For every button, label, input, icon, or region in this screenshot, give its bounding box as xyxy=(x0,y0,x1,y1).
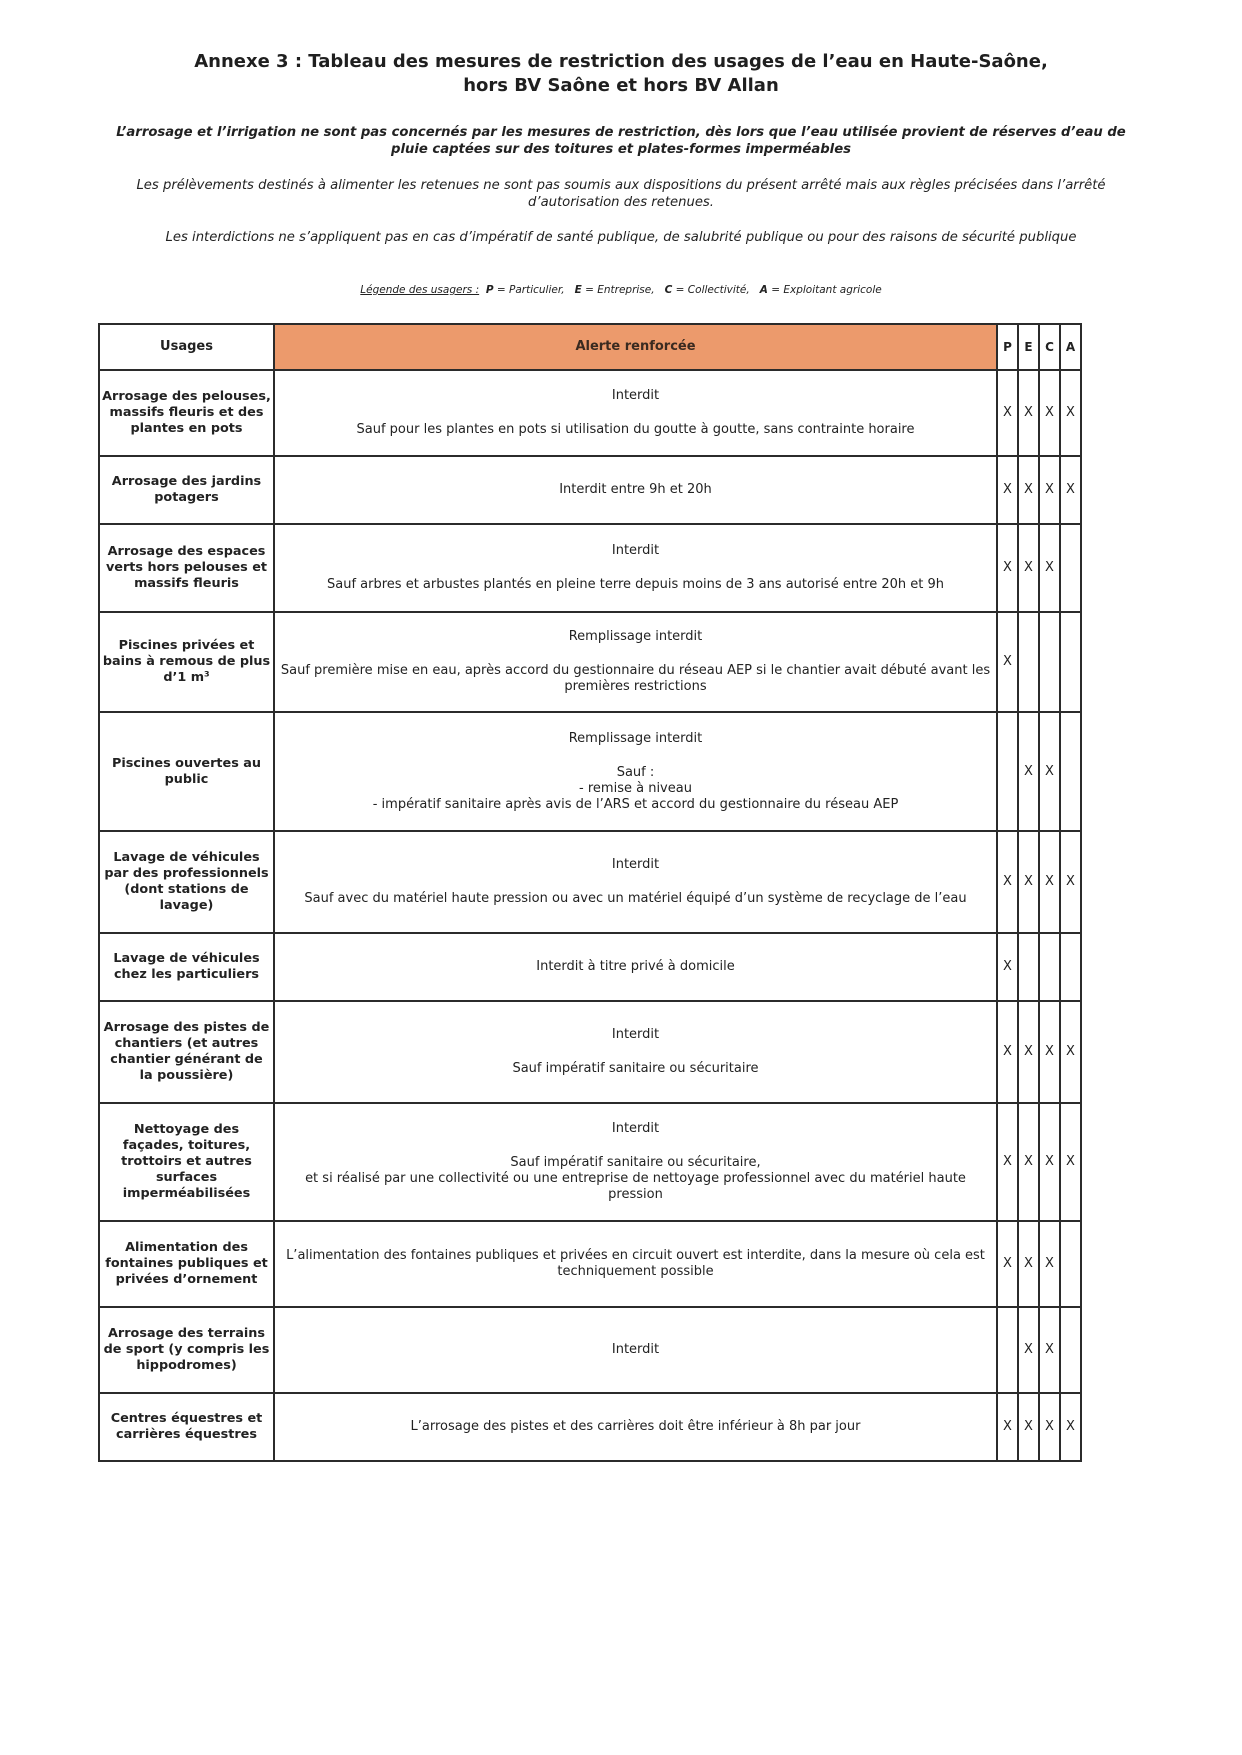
cell-e: X xyxy=(1018,524,1039,612)
measure-exception-line-2: - remise à niveau xyxy=(579,780,692,796)
measure-cell: Interdit entre 9h et 20h xyxy=(274,456,997,524)
cell-e: X xyxy=(1018,831,1039,933)
cell-e: X xyxy=(1018,1307,1039,1393)
cell-e: X xyxy=(1018,712,1039,831)
cell-c: X xyxy=(1039,1001,1060,1103)
usage-cell: Piscines privées et bains à remous de plus d’1 m³ xyxy=(99,612,274,712)
cell-c: X xyxy=(1039,456,1060,524)
cell-p: X xyxy=(997,1221,1018,1307)
usage-cell: Arrosage des jardins potagers xyxy=(99,456,274,524)
measure-exception: Sauf arbres et arbustes plantés en pleine terre depuis moins de 3 ans autorisé entre 20h et 9h xyxy=(327,577,944,592)
cell-a: X xyxy=(1060,1103,1081,1221)
cell-p: X xyxy=(997,1103,1018,1221)
usage-cell: Nettoyage des façades, toitures, trottoirs et autres surfaces imperméabilisées xyxy=(99,1103,274,1221)
usage-cell: Arrosage des pelouses, massifs fleuris et des plantes en pots xyxy=(99,370,274,456)
measure-main: Interdit xyxy=(611,1121,660,1136)
table-row xyxy=(99,1103,1081,1221)
measure-main: Interdit xyxy=(611,388,660,403)
header-a: A xyxy=(1060,324,1081,370)
measure-exception: Sauf pour les plantes en pots si utilisation du goutte à goutte, sans contrainte horaire xyxy=(356,422,915,437)
measure-cell xyxy=(274,370,997,456)
measure-main: Remplissage interdit xyxy=(568,629,703,644)
restriction-table xyxy=(98,323,1082,1462)
cell-p: X xyxy=(997,933,1018,1001)
measure-main: Interdit xyxy=(611,1027,660,1042)
cell-c xyxy=(1039,933,1060,1001)
table-row xyxy=(99,370,1081,456)
measure-exception: Sauf avec du matériel haute pression ou avec un matériel équipé d’un système de recyclage de l’eau xyxy=(304,891,967,906)
usage-cell: Arrosage des terrains de sport (y compris les hippodromes) xyxy=(99,1307,274,1393)
usage-cell: Piscines ouvertes au public xyxy=(99,712,274,831)
measure-exception: Sauf impératif sanitaire ou sécuritaire xyxy=(512,1061,759,1076)
table-row xyxy=(99,933,1081,1001)
measure-cell: Interdit xyxy=(274,1307,997,1393)
header-c: C xyxy=(1039,324,1060,370)
cell-e: X xyxy=(1018,1103,1039,1221)
cell-e: X xyxy=(1018,1393,1039,1461)
measure-exception: Sauf première mise en eau, après accord du gestionnaire du réseau AEP si le chantier avait débuté avant les premières restrictions xyxy=(280,663,991,694)
document-title xyxy=(0,50,1242,98)
measure-cell xyxy=(274,612,997,712)
measure-main: Remplissage interdit xyxy=(568,730,703,746)
cell-p xyxy=(997,1307,1018,1393)
legend-label: Légende des usagers : xyxy=(360,284,480,296)
usage-cell: Centres équestres et carrières équestres xyxy=(99,1393,274,1461)
note-rainwater: L’arrosage et l’irrigation ne sont pas concernés par les mesures de restriction, dès lors que l’eau utilisée provient de réserves d’eau de pluie captées sur des toitures et plates-formes imperméables xyxy=(116,125,1126,157)
legend-e-value: = Entreprise, xyxy=(585,284,655,296)
cell-a: X xyxy=(1060,370,1081,456)
measure-main: Interdit xyxy=(611,543,660,558)
measure-cell: L’alimentation des fontaines publiques et privées en circuit ouvert est interdite, dans la mesure où cela est techniquement possible xyxy=(274,1221,997,1307)
measure-cell xyxy=(274,831,997,933)
table-row xyxy=(99,456,1081,524)
cell-p: X xyxy=(997,612,1018,712)
measure-exception-line-1: Sauf : xyxy=(616,764,655,780)
cell-a xyxy=(1060,1307,1081,1393)
cell-c: X xyxy=(1039,1221,1060,1307)
cell-a xyxy=(1060,524,1081,612)
measure-cell xyxy=(274,712,997,831)
header-usages: Usages xyxy=(99,324,274,370)
cell-e xyxy=(1018,933,1039,1001)
measure-main: Interdit xyxy=(611,857,660,872)
legend-c-key: C xyxy=(664,284,673,296)
cell-p: X xyxy=(997,524,1018,612)
header-e: E xyxy=(1018,324,1039,370)
cell-c: X xyxy=(1039,524,1060,612)
legend-e-key: E xyxy=(574,284,582,296)
cell-c: X xyxy=(1039,831,1060,933)
cell-e xyxy=(1018,612,1039,712)
note-reservoirs: Les prélèvements destinés à alimenter les retenues ne sont pas soumis aux dispositions du présent arrêté mais aux règles précisées dans l’arrêté d’autorisation des retenues. xyxy=(136,178,1106,210)
table-row xyxy=(99,524,1081,612)
legend-c-value: = Collectivité, xyxy=(675,284,750,296)
legend-a-value: = Exploitant agricole xyxy=(771,284,882,296)
measure-cell: L’arrosage des pistes et des carrières doit être inférieur à 8h par jour xyxy=(274,1393,997,1461)
cell-a xyxy=(1060,1221,1081,1307)
measure-exception-line-3: - impératif sanitaire après avis de l’ARS et accord du gestionnaire du réseau AEP xyxy=(372,796,899,812)
header-p: P xyxy=(997,324,1018,370)
cell-a xyxy=(1060,933,1081,1001)
table-row xyxy=(99,1393,1081,1461)
cell-e: X xyxy=(1018,1001,1039,1103)
cell-p: X xyxy=(997,1393,1018,1461)
usage-cell: Arrosage des espaces verts hors pelouses et massifs fleuris xyxy=(99,524,274,612)
table-row xyxy=(99,712,1081,831)
table-header-row xyxy=(99,324,1081,370)
table-row xyxy=(99,1001,1081,1103)
cell-p: X xyxy=(997,1001,1018,1103)
legend-a-key: A xyxy=(759,284,768,296)
cell-c: X xyxy=(1039,1393,1060,1461)
usage-cell: Lavage de véhicules par des professionnels (dont stations de lavage) xyxy=(99,831,274,933)
measure-cell xyxy=(274,1103,997,1221)
cell-e: X xyxy=(1018,456,1039,524)
cell-p: X xyxy=(997,456,1018,524)
cell-p: X xyxy=(997,831,1018,933)
note-exceptions: Les interdictions ne s’appliquent pas en cas d’impératif de santé publique, de salubrité publique ou pour des raisons de sécurité publique xyxy=(165,230,1077,245)
cell-a xyxy=(1060,712,1081,831)
table-row xyxy=(99,1307,1081,1393)
cell-a xyxy=(1060,612,1081,712)
measure-exception-line-1: Sauf impératif sanitaire ou sécuritaire, xyxy=(510,1155,761,1170)
cell-a: X xyxy=(1060,831,1081,933)
table-row xyxy=(99,1221,1081,1307)
measure-cell: Interdit à titre privé à domicile xyxy=(274,933,997,1001)
usage-cell: Lavage de véhicules chez les particuliers xyxy=(99,933,274,1001)
cell-c: X xyxy=(1039,712,1060,831)
measure-cell xyxy=(274,1001,997,1103)
header-alert-level: Alerte renforcée xyxy=(274,324,997,370)
title-line-1: Annexe 3 : Tableau des mesures de restriction des usages de l’eau en Haute-Saône, xyxy=(194,51,1048,72)
table-row xyxy=(99,831,1081,933)
legend-p-key: P xyxy=(485,284,494,296)
cell-p xyxy=(997,712,1018,831)
table-row xyxy=(99,612,1081,712)
cell-a: X xyxy=(1060,1001,1081,1103)
cell-p: X xyxy=(997,370,1018,456)
cell-a: X xyxy=(1060,456,1081,524)
cell-c: X xyxy=(1039,370,1060,456)
cell-e: X xyxy=(1018,1221,1039,1307)
cell-c: X xyxy=(1039,1103,1060,1221)
user-legend xyxy=(0,284,1242,296)
legend-p-value: = Particulier, xyxy=(496,284,565,296)
usage-cell: Arrosage des pistes de chantiers (et autres chantier générant de la poussière) xyxy=(99,1001,274,1103)
title-line-2: hors BV Saône et hors BV Allan xyxy=(463,75,779,96)
cell-c xyxy=(1039,612,1060,712)
cell-e: X xyxy=(1018,370,1039,456)
cell-c: X xyxy=(1039,1307,1060,1393)
usage-cell: Alimentation des fontaines publiques et privées d’ornement xyxy=(99,1221,274,1307)
cell-a: X xyxy=(1060,1393,1081,1461)
measure-cell xyxy=(274,524,997,612)
measure-exception-line-2: et si réalisé par une collectivité ou une entreprise de nettoyage professionnel avec du matériel haute pression xyxy=(305,1171,966,1202)
